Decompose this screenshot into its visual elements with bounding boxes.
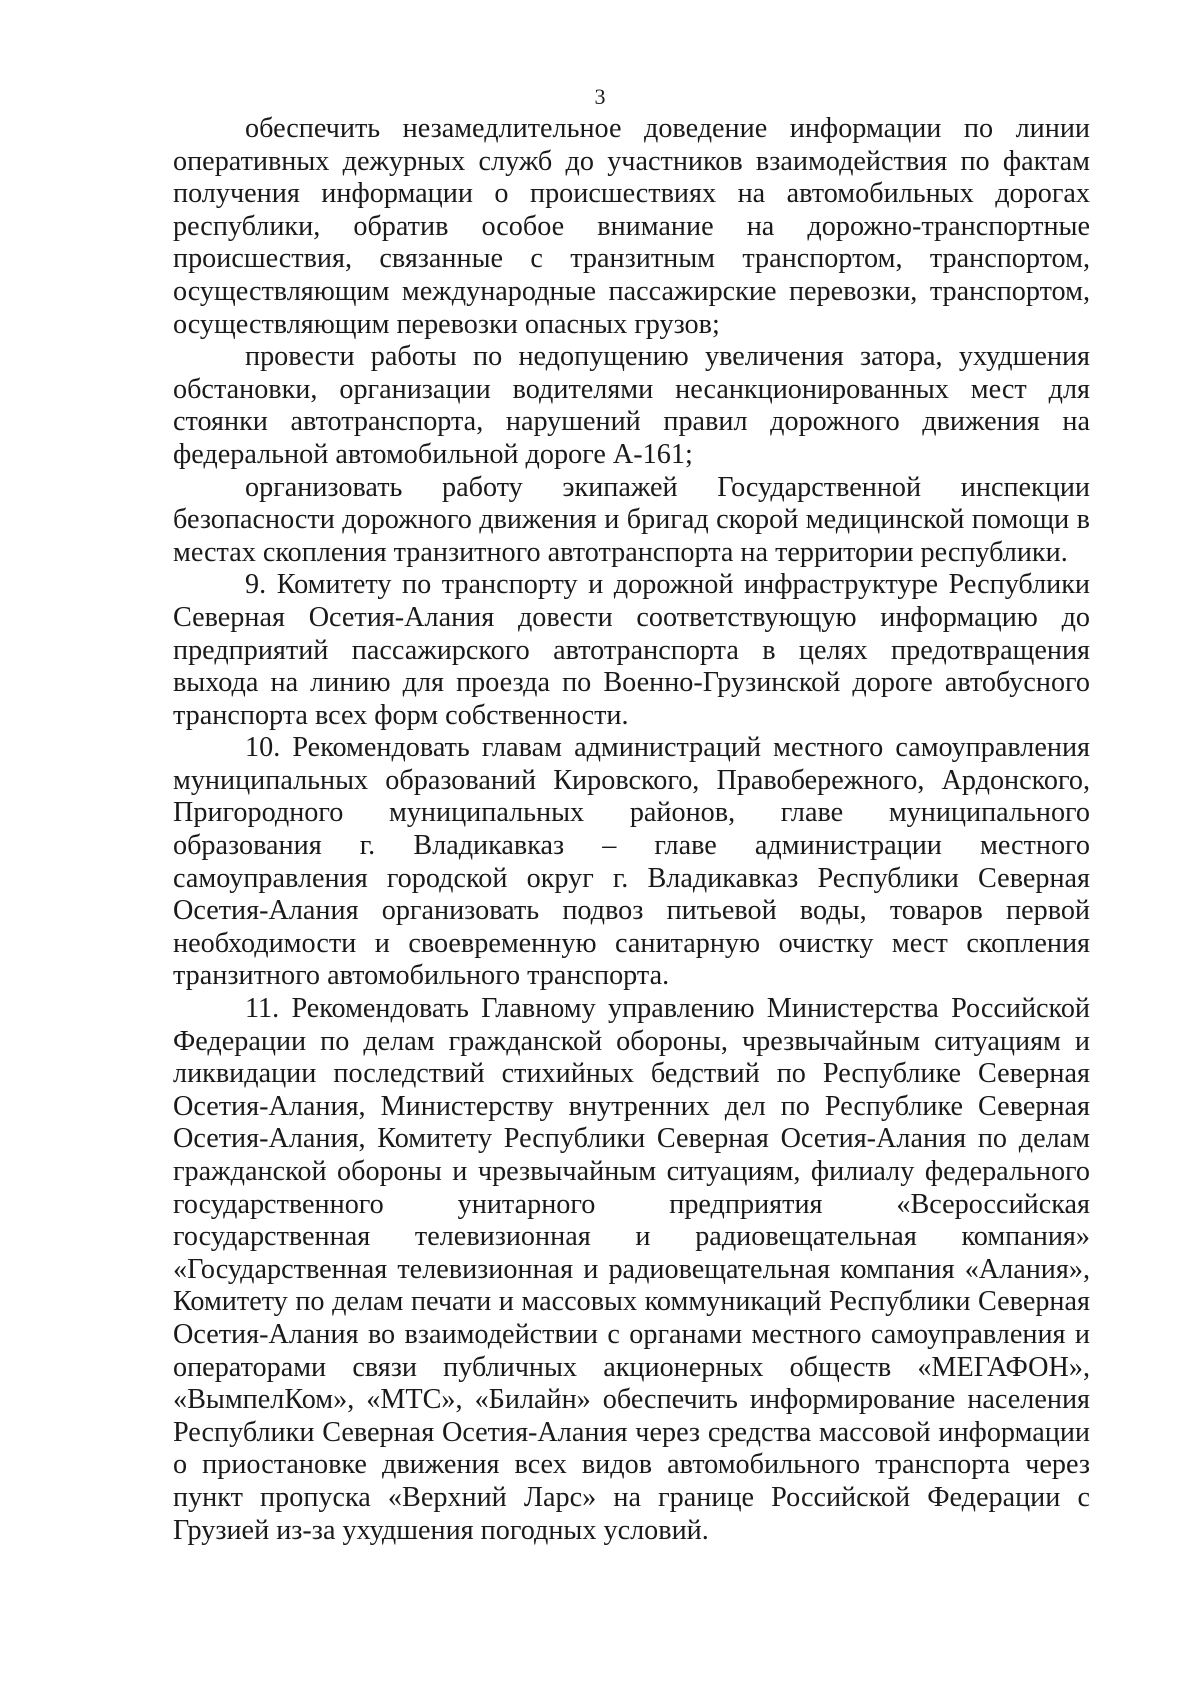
- paragraph-item-11: 11. Рекомендовать Главному управлению Министерства Российской Федерации по делам гражданской обороны, чрезвычайным ситуациям и ликвидации последствий стихийных бедствий по Республике Северная Осетия-Алания, Министерству внутренних дел по Республике Северная Осетия-Алания, Комитету Республики Северная Осетия-Алания по делам гражданской обороны и чрезвычайным ситуациям, филиалу федерального государственного унитарного предприятия «Всероссийская государственная телевизионная и радиовещательная компания» «Государственная телевизионная и радиовещательная компания «Алания», Комитету по делам печати и массовых коммуникаций Республики Северная Осетия-Алания во взаимодействии с органами местного самоуправления и операторами связи публичных акционерных обществ «МЕГАФОН», «ВымпелКом», «МТС», «Билайн» обеспечить информирование населения Республики Северная Осетия-Алания через средства массовой информации о приостановке движения всех видов автомобильного транспорта через пункт пропуска «Верхний Ларс» на границе Российской Федерации с Грузией из-за ухудшения погодных условий.: [173, 993, 1090, 1546]
- paragraph-traffic-jam-prevention: провести работы по недопущению увеличения затора, ухудшения обстановки, организации водителями несанкционированных мест для стоянки автотранспорта, нарушений правил дорожного движения на федеральной автомобильной дороге А-161;: [173, 341, 1090, 470]
- document-body: [173, 113, 1090, 1547]
- paragraph-dispatch-services: обеспечить незамедлительное доведение информации по линии оперативных дежурных служб до участников взаимодействия по фактам получения информации о происшествиях на автомобильных дорогах республики, обратив особое внимание на дорожно-транспортные происшествия, связанные с транзитным транспортом, транспортом, осуществляющим международные пассажирские перевозки, транспортом, осуществляющим перевозки опасных грузов;: [173, 113, 1090, 340]
- paragraph-item-10: 10. Рекомендовать главам администраций местного самоуправления муниципальных образований Кировского, Правобережного, Ардонского, Пригородного муниципальных районов, главе муниципального образования г. Владикавказ – главе администрации местного самоуправления городской округ г. Владикавказ Республики Северная Осетия-Алания организовать подвоз питьевой воды, товаров первой необходимости и своевременную санитарную очистку мест скопления транзитного автомобильного транспорта.: [173, 732, 1090, 992]
- page-number: 3: [594, 84, 606, 109]
- paragraph-item-9: 9. Комитету по транспорту и дорожной инфраструктуре Республики Северная Осетия-Алания довести соответствующую информацию до предприятий пассажирского автотранспорта в целях предотвращения выхода на линию для проезда по Военно-Грузинской дороге автобусного транспорта всех форм собственности.: [173, 569, 1090, 731]
- paragraph-inspection-crews: организовать работу экипажей Государственной инспекции безопасности дорожного движения и бригад скорой медицинской помощи в местах скопления транзитного автотранспорта на территории республики.: [173, 471, 1090, 568]
